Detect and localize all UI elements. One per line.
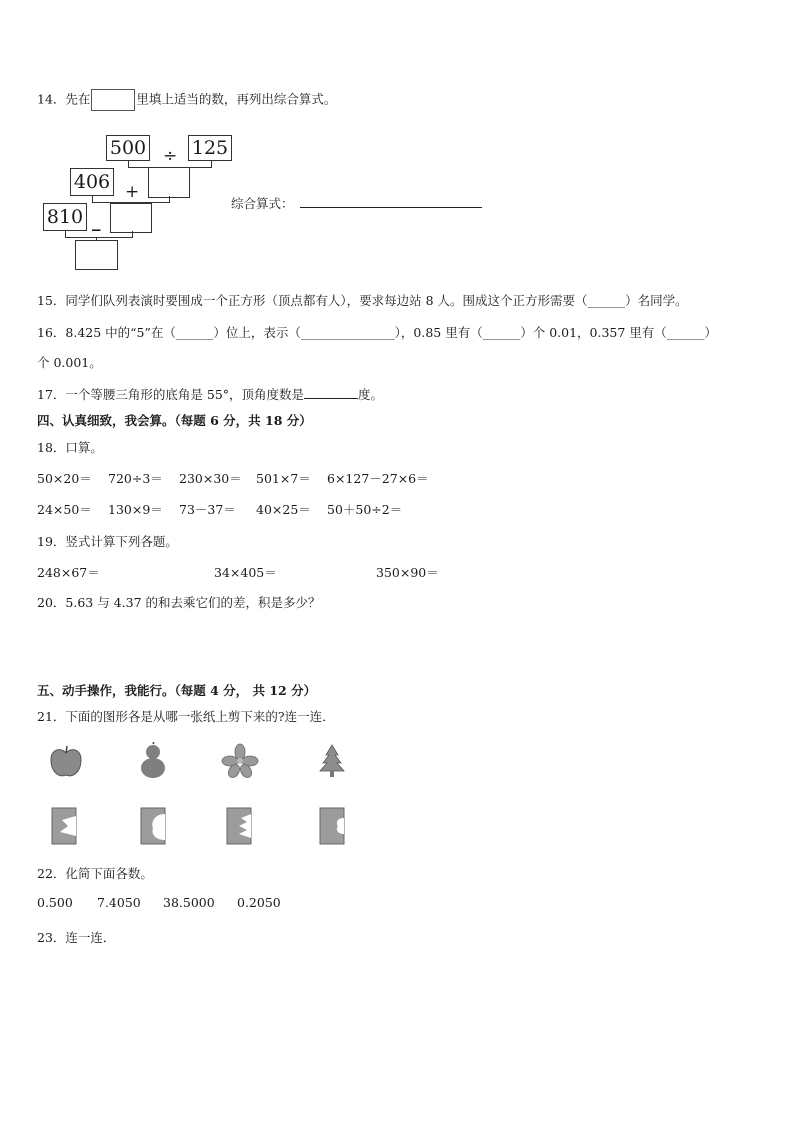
box-810: 810 — [43, 203, 87, 231]
q22-item-4: 0.2050 — [237, 895, 281, 910]
q19-item-3: 350×90＝ — [376, 565, 439, 580]
q18-r2-c4: 40×25＝ — [256, 502, 311, 517]
q17-end: 度。 — [358, 387, 384, 402]
q15-text: 15．同学们队列表演时要围成一个正方形（顶点都有人），要求每边站 8 人。围成这个正方形需要（ — [37, 293, 588, 308]
q16-line1 — [37, 323, 717, 341]
section-5-heading: 五、动手操作，我能行。（每题 4 分， 共 12 分） — [37, 683, 317, 698]
plus-sign: + — [125, 182, 140, 202]
q22-title: 22．化简下面各数。 — [37, 866, 153, 881]
q19-title: 19．竖式计算下列各题。 — [37, 534, 178, 549]
q18-r1-c3: 230×30＝ — [179, 471, 242, 486]
q20-text: 20．5.63 与 4.37 的和去乘它们的差，积是多少？ — [37, 595, 321, 610]
q16-p2: ）位上，表示（ — [213, 325, 301, 340]
answer-box-1[interactable] — [148, 167, 190, 198]
q15-blank[interactable]: ______ — [587, 293, 626, 308]
formula-answer-line[interactable] — [300, 207, 482, 208]
q16-blank-2[interactable]: _______________ — [300, 325, 395, 340]
q18-r2-c5: 50＋50÷2＝ — [327, 502, 403, 517]
box-406: 406 — [70, 168, 114, 196]
q16-p3: ），0.85 里有（ — [394, 325, 483, 340]
paper-1-icon[interactable] — [50, 806, 80, 846]
q14-prefix: 14．先在 — [37, 91, 91, 107]
q17-text: 17．一个等腰三角形的底角是 55°，顶角度数是 — [37, 387, 305, 402]
paper-2-icon[interactable] — [139, 806, 169, 846]
q21-text: 21．下面的图形各是从哪一张纸上剪下来的?连一连． — [37, 709, 335, 724]
box-125: 125 — [188, 135, 232, 161]
divide-sign: ÷ — [163, 146, 178, 166]
q16-blank-3[interactable]: ______ — [482, 325, 521, 340]
box-500: 500 — [106, 135, 150, 161]
q16-blank-4[interactable]: ______ — [666, 325, 705, 340]
q18-title: 18．口算。 — [37, 440, 103, 455]
tree-shape-icon[interactable] — [314, 743, 350, 779]
section-4-heading: 四、认真细致，我会算。（每题 6 分，共 18 分） — [37, 413, 312, 428]
q22-item-2: 7.4050 — [97, 895, 141, 910]
gourd-shape-icon[interactable] — [136, 742, 170, 780]
q17-line — [37, 385, 383, 403]
q14-suffix: 里填上适当的数，再列出综合算式。 — [136, 91, 337, 107]
paper-3-icon[interactable] — [225, 806, 255, 846]
q19-item-1: 248×67＝ — [37, 565, 100, 580]
q18-r1-c2: 720÷3＝ — [108, 471, 163, 486]
answer-box-3[interactable] — [75, 240, 118, 270]
flower-shape-icon[interactable] — [221, 743, 259, 779]
q18-r1-c5: 6×127－27×6＝ — [327, 471, 429, 486]
q19-item-2: 34×405＝ — [214, 565, 277, 580]
q14-inline-box[interactable] — [91, 89, 135, 111]
q16-blank-1[interactable]: ______ — [175, 325, 214, 340]
connector-mid — [92, 196, 170, 203]
q15-end: ）名同学。 — [625, 293, 688, 308]
q16-line2: 个 0.001。 — [37, 355, 102, 370]
q22-item-3: 38.5000 — [163, 895, 215, 910]
q14-line — [37, 89, 336, 111]
q16-p4: ）个 0.01，0.357 里有（ — [520, 325, 667, 340]
paper-4-icon[interactable] — [318, 806, 348, 846]
formula-label: 综合算式： — [231, 196, 294, 211]
q18-r2-c1: 24×50＝ — [37, 502, 92, 517]
q18-r2-c2: 130×9＝ — [108, 502, 163, 517]
q22-item-1: 0.500 — [37, 895, 73, 910]
answer-box-2[interactable] — [110, 203, 152, 233]
q18-r1-c4: 501×7＝ — [256, 471, 311, 486]
q15-line — [37, 291, 688, 309]
q18-r2-c3: 73－37＝ — [179, 502, 236, 517]
q18-r1-c1: 50×20＝ — [37, 471, 92, 486]
q17-answer-line[interactable] — [304, 386, 358, 399]
q16-p1: 16．8.425 中的“5”在（ — [37, 325, 176, 340]
connector-bottom — [65, 231, 133, 238]
apple-shape-icon[interactable] — [48, 744, 84, 780]
q23-text: 23．连一连． — [37, 930, 116, 945]
minus-sign: _ — [92, 212, 101, 232]
q16-p5: ） — [704, 325, 717, 340]
